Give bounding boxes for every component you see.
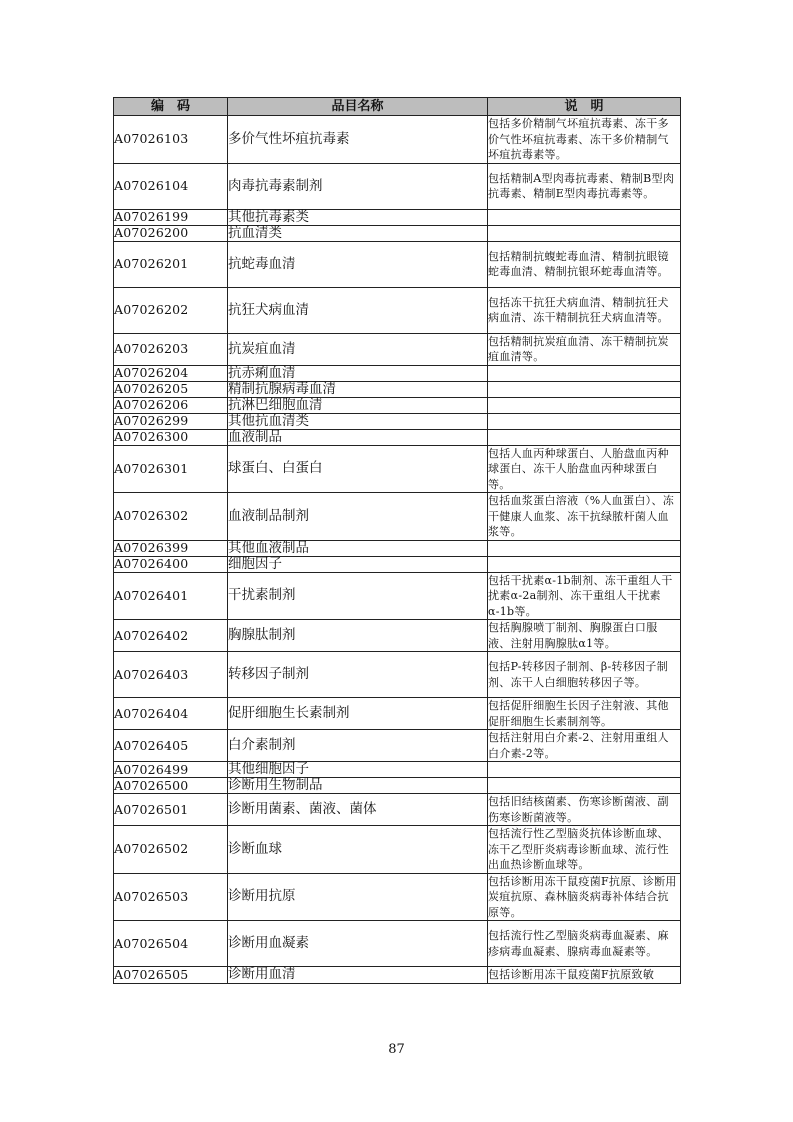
cell-code: A07026201 (114, 241, 228, 287)
cell-desc: 包括精制抗蝮蛇毒血清、精制抗眼镜蛇毒血清、精制抗银环蛇毒血清等。 (488, 241, 681, 287)
cell-desc: 包括多价精制气坏疽抗毒素、冻干多价气性坏疽抗毒素、冻干多价精制气坏疽抗毒素等。 (488, 116, 681, 164)
table-row (114, 116, 681, 164)
table-row (114, 365, 681, 381)
cell-desc (488, 209, 681, 225)
cell-code: A07026299 (114, 413, 228, 429)
cell-desc (488, 413, 681, 429)
cell-name: 其他抗毒素类 (228, 209, 488, 225)
cell-name: 抗狂犬病血清 (228, 287, 488, 333)
cell-name: 血液制品 (228, 429, 488, 445)
catalog-table (113, 97, 681, 984)
table-row (114, 445, 681, 493)
cell-code: A07026401 (114, 572, 228, 620)
cell-code: A07026402 (114, 620, 228, 652)
table-row (114, 333, 681, 365)
cell-code: A07026499 (114, 762, 228, 778)
table-body (114, 116, 681, 984)
cell-desc: 包括胸腺喷丁制剂、胸腺蛋白口服液、注射用胸腺肽α1等。 (488, 620, 681, 652)
table-row (114, 556, 681, 572)
cell-name: 其他细胞因子 (228, 762, 488, 778)
cell-code: A07026404 (114, 698, 228, 730)
cell-name: 球蛋白、白蛋白 (228, 445, 488, 493)
cell-desc (488, 381, 681, 397)
cell-name: 抗淋巴细胞血清 (228, 397, 488, 413)
table-row (114, 540, 681, 556)
table-row (114, 163, 681, 209)
cell-name: 诊断血球 (228, 826, 488, 874)
cell-desc (488, 397, 681, 413)
cell-code: A07026203 (114, 333, 228, 365)
cell-code: A07026206 (114, 397, 228, 413)
cell-code: A07026104 (114, 163, 228, 209)
cell-code: A07026200 (114, 225, 228, 241)
cell-code: A07026500 (114, 778, 228, 794)
cell-desc (488, 540, 681, 556)
cell-code: A07026199 (114, 209, 228, 225)
cell-desc (488, 762, 681, 778)
cell-name: 其他抗血清类 (228, 413, 488, 429)
table-row (114, 967, 681, 984)
table-row (114, 381, 681, 397)
cell-code: A07026204 (114, 365, 228, 381)
cell-desc: 包括精制抗炭疽血清、冻干精制抗炭疽血清等。 (488, 333, 681, 365)
cell-name: 诊断用血凝素 (228, 921, 488, 967)
cell-code: A07026403 (114, 652, 228, 698)
table-row (114, 873, 681, 921)
table-row (114, 225, 681, 241)
cell-name: 胸腺肽制剂 (228, 620, 488, 652)
cell-name: 诊断用菌素、菌液、菌体 (228, 794, 488, 826)
cell-name: 精制抗腺病毒血清 (228, 381, 488, 397)
header-name: 品目名称 (228, 98, 488, 116)
table-row (114, 572, 681, 620)
cell-code: A07026501 (114, 794, 228, 826)
cell-desc (488, 365, 681, 381)
cell-name: 抗血清类 (228, 225, 488, 241)
cell-code: A07026503 (114, 873, 228, 921)
cell-code: A07026504 (114, 921, 228, 967)
table-row (114, 241, 681, 287)
cell-code: A07026301 (114, 445, 228, 493)
cell-desc (488, 225, 681, 241)
cell-name: 转移因子制剂 (228, 652, 488, 698)
table-header-row (114, 98, 681, 116)
table-row (114, 794, 681, 826)
table-row (114, 652, 681, 698)
cell-desc: 包括诊断用冻干鼠疫菌F抗原、诊断用炭疽抗原、森林脑炎病毒补体结合抗原等。 (488, 873, 681, 921)
cell-name: 诊断用血清 (228, 967, 488, 984)
cell-desc: 包括注射用白介素-2、注射用重组人白介素-2等。 (488, 730, 681, 762)
cell-code: A07026202 (114, 287, 228, 333)
cell-code: A07026302 (114, 493, 228, 541)
table-row (114, 620, 681, 652)
table-row (114, 730, 681, 762)
cell-name: 白介素制剂 (228, 730, 488, 762)
header-code: 编 码 (114, 98, 228, 116)
cell-name: 其他血液制品 (228, 540, 488, 556)
cell-name: 抗蛇毒血清 (228, 241, 488, 287)
cell-desc: 包括旧结核菌素、伤寒诊断菌液、副伤寒诊断菌液等。 (488, 794, 681, 826)
header-desc: 说 明 (488, 98, 681, 116)
page-number: 87 (388, 1042, 405, 1057)
cell-name: 干扰素制剂 (228, 572, 488, 620)
cell-desc: 包括促肝细胞生长因子注射液、其他促肝细胞生长素制剂等。 (488, 698, 681, 730)
cell-desc: 包括精制A型肉毒抗毒素、精制B型肉抗毒素、精制E型肉毒抗毒素等。 (488, 163, 681, 209)
cell-name: 肉毒抗毒素制剂 (228, 163, 488, 209)
cell-desc: 包括血浆蛋白溶液（%人血蛋白）、冻干健康人血浆、冻干抗绿脓杆菌人血浆等。 (488, 493, 681, 541)
table-row (114, 493, 681, 541)
cell-desc (488, 778, 681, 794)
cell-code: A07026400 (114, 556, 228, 572)
table-row (114, 698, 681, 730)
table-row (114, 778, 681, 794)
cell-code: A07026399 (114, 540, 228, 556)
cell-name: 抗赤痢血清 (228, 365, 488, 381)
table-row (114, 762, 681, 778)
table-row (114, 826, 681, 874)
cell-name: 多价气性坏疽抗毒素 (228, 116, 488, 164)
cell-code: A07026405 (114, 730, 228, 762)
cell-name: 血液制品制剂 (228, 493, 488, 541)
cell-desc: 包括人血丙种球蛋白、人胎盘血丙种球蛋白、冻干人胎盘血丙种球蛋白等。 (488, 445, 681, 493)
cell-name: 诊断用抗原 (228, 873, 488, 921)
cell-code: A07026505 (114, 967, 228, 984)
cell-desc: 包括诊断用冻干鼠疫菌F抗原致敏 (488, 967, 681, 984)
table-row (114, 287, 681, 333)
table-row (114, 921, 681, 967)
cell-code: A07026300 (114, 429, 228, 445)
cell-desc: 包括冻干抗狂犬病血清、精制抗狂犬病血清、冻干精制抗狂犬病血清等。 (488, 287, 681, 333)
cell-code: A07026103 (114, 116, 228, 164)
cell-name: 促肝细胞生长素制剂 (228, 698, 488, 730)
cell-code: A07026205 (114, 381, 228, 397)
table-row (114, 397, 681, 413)
table-row (114, 209, 681, 225)
cell-desc: 包括干扰素α-1b制剂、冻干重组人干扰素α-2a制剂、冻干重组人干扰素α-1b等。 (488, 572, 681, 620)
cell-desc: 包括流行性乙型脑炎抗体诊断血球、冻干乙型肝炎病毒诊断血球、流行性出血热诊断血球等。 (488, 826, 681, 874)
cell-name: 细胞因子 (228, 556, 488, 572)
cell-desc (488, 429, 681, 445)
cell-code: A07026502 (114, 826, 228, 874)
cell-name: 抗炭疽血清 (228, 333, 488, 365)
cell-desc: 包括流行性乙型脑炎病毒血凝素、麻疹病毒血凝素、腺病毒血凝素等。 (488, 921, 681, 967)
cell-name: 诊断用生物制品 (228, 778, 488, 794)
table-row (114, 413, 681, 429)
cell-desc: 包括P-转移因子制剂、β-转移因子制剂、冻干人白细胞转移因子等。 (488, 652, 681, 698)
table-row (114, 429, 681, 445)
cell-desc (488, 556, 681, 572)
